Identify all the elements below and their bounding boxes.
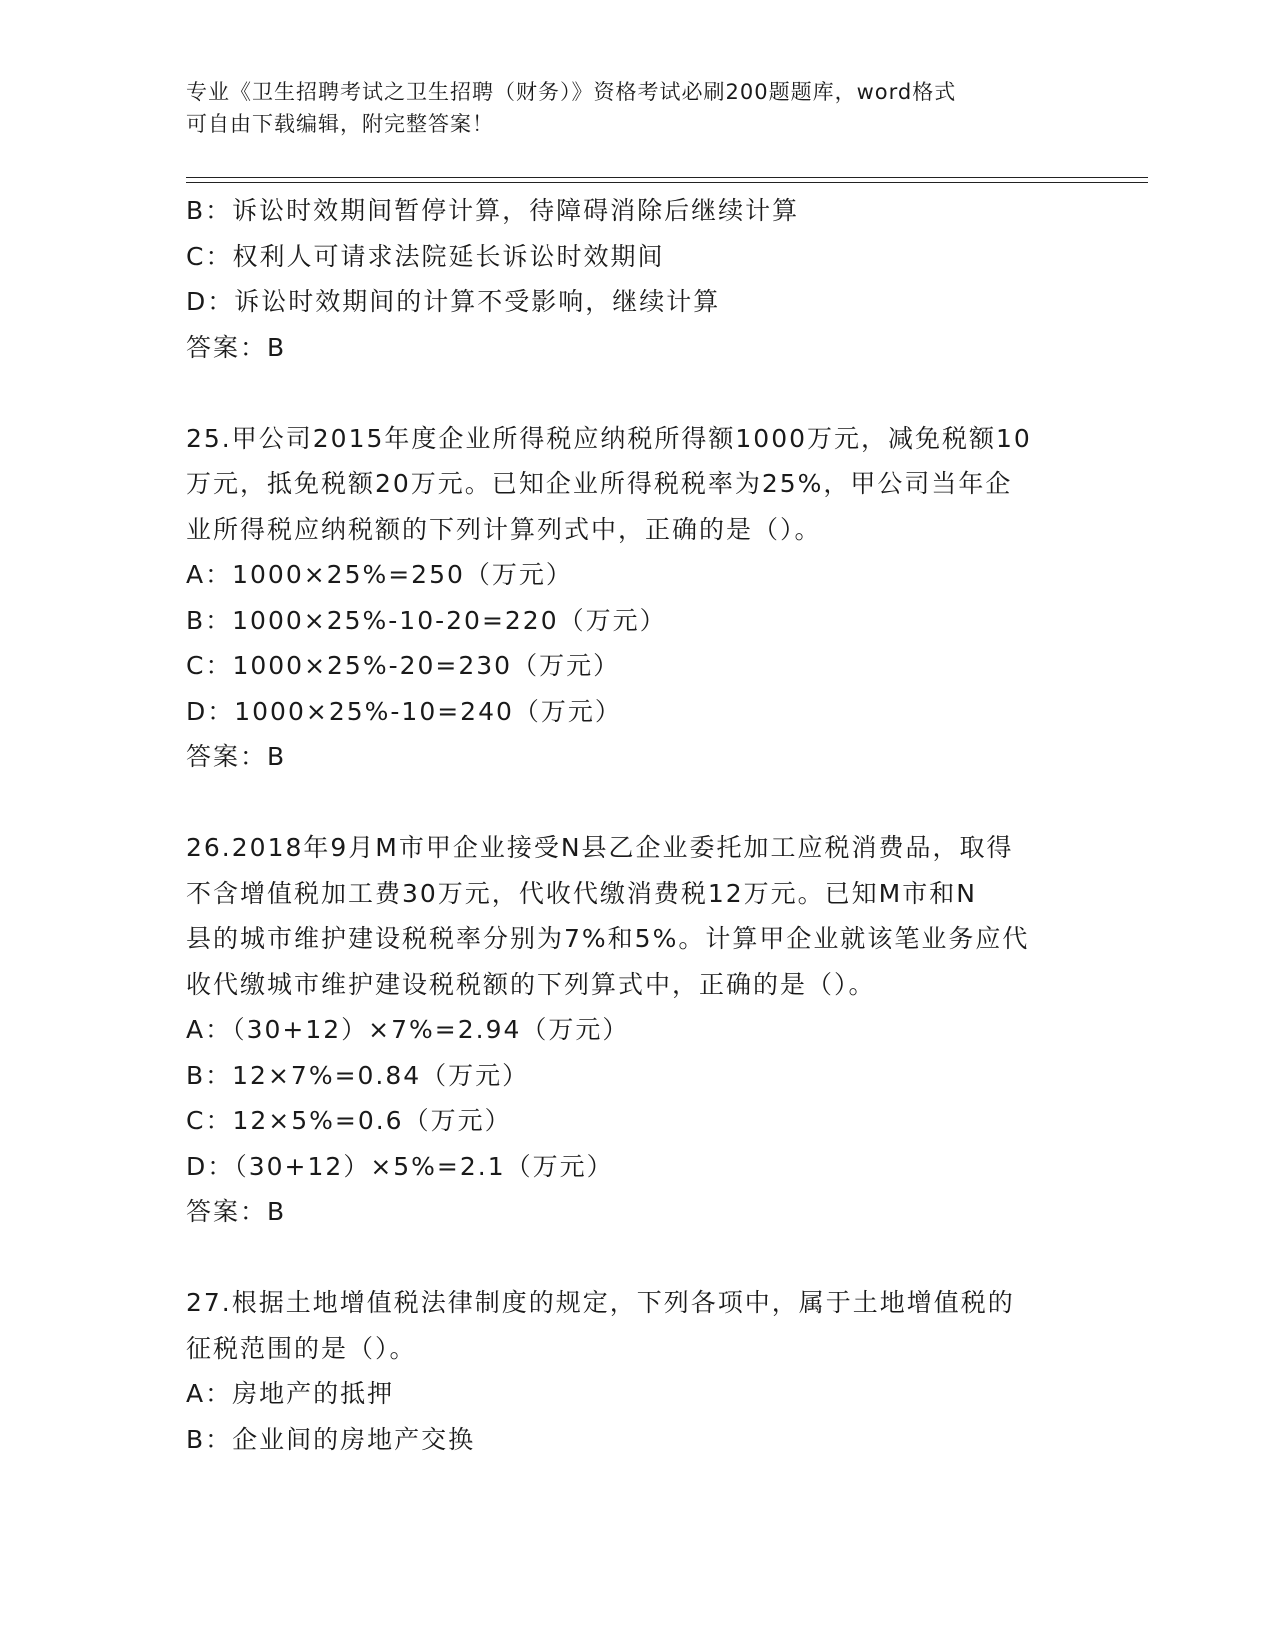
question-stem-line: 收代缴城市维护建设税税额的下列算式中，正确的是（）。 bbox=[186, 969, 876, 999]
option-c: C：12×5%=0.6（万元） bbox=[186, 1106, 512, 1135]
option-c: C：1000×25%-20=230（万元） bbox=[186, 651, 621, 680]
spacer bbox=[186, 370, 1086, 416]
option-d: D：1000×25%-10=240（万元） bbox=[186, 696, 622, 726]
document-header bbox=[186, 76, 1066, 140]
document-body bbox=[186, 188, 1086, 1462]
option-b: B：诉讼时效期间暂停计算，待障碍消除后继续计算 bbox=[186, 196, 800, 225]
question-stem-line: 万元，抵免税额20万元。已知企业所得税税率为25%，甲公司当年企 bbox=[186, 469, 1013, 498]
header-divider-bottom bbox=[186, 182, 1148, 183]
question-stem-line: 征税范围的是（）。 bbox=[186, 1333, 417, 1363]
option-a: A：房地产的抵押 bbox=[186, 1379, 395, 1408]
option-d: D：（30+12）×5%=2.1（万元） bbox=[186, 1151, 614, 1181]
spacer bbox=[186, 780, 1086, 826]
question-24-continued bbox=[186, 188, 1086, 370]
option-b: B：企业间的房地产交换 bbox=[186, 1424, 476, 1454]
header-divider-top bbox=[186, 177, 1148, 178]
option-d: D：诉讼时效期间的计算不受影响，继续计算 bbox=[186, 287, 721, 316]
option-c: C：权利人可请求法院延长诉讼时效期间 bbox=[186, 241, 665, 271]
spacer bbox=[186, 1235, 1086, 1281]
answer-line: 答案：B bbox=[186, 742, 287, 771]
question-stem-line: 27.根据土地增值税法律制度的规定，下列各项中，属于土地增值税的 bbox=[186, 1288, 1015, 1317]
header-title-line-2: 可自由下载编辑，附完整答案！ bbox=[186, 112, 494, 136]
answer-line: 答案：B bbox=[186, 332, 287, 362]
question-stem-line: 25.甲公司2015年度企业所得税应纳税所得额1000万元，减免税额10 bbox=[186, 423, 1032, 453]
answer-line: 答案：B bbox=[186, 1197, 287, 1226]
header-title-line-1: 专业《卫生招聘考试之卫生招聘（财务）》资格考试必刷200题题库，word格式 bbox=[186, 80, 957, 104]
question-26 bbox=[186, 825, 1086, 1235]
option-a: A：1000×25%=250（万元） bbox=[186, 560, 573, 589]
option-b: B：12×7%=0.84（万元） bbox=[186, 1060, 530, 1090]
question-stem-line: 不含增值税加工费30万元，代收代缴消费税12万元。已知M市和N bbox=[186, 878, 977, 908]
question-stem-line: 26.2018年9月M市甲企业接受N县乙企业委托加工应税消费品，取得 bbox=[186, 833, 1014, 862]
option-a: A：（30+12）×7%=2.94（万元） bbox=[186, 1015, 630, 1044]
option-b: B：1000×25%-10-20=220（万元） bbox=[186, 605, 667, 635]
question-25 bbox=[186, 416, 1086, 780]
question-stem-line: 业所得税应纳税额的下列计算列式中，正确的是（）。 bbox=[186, 514, 822, 544]
question-stem-line: 县的城市维护建设税税率分别为7%和5%。计算甲企业就该笔业务应代 bbox=[186, 924, 1030, 953]
question-27 bbox=[186, 1280, 1086, 1462]
